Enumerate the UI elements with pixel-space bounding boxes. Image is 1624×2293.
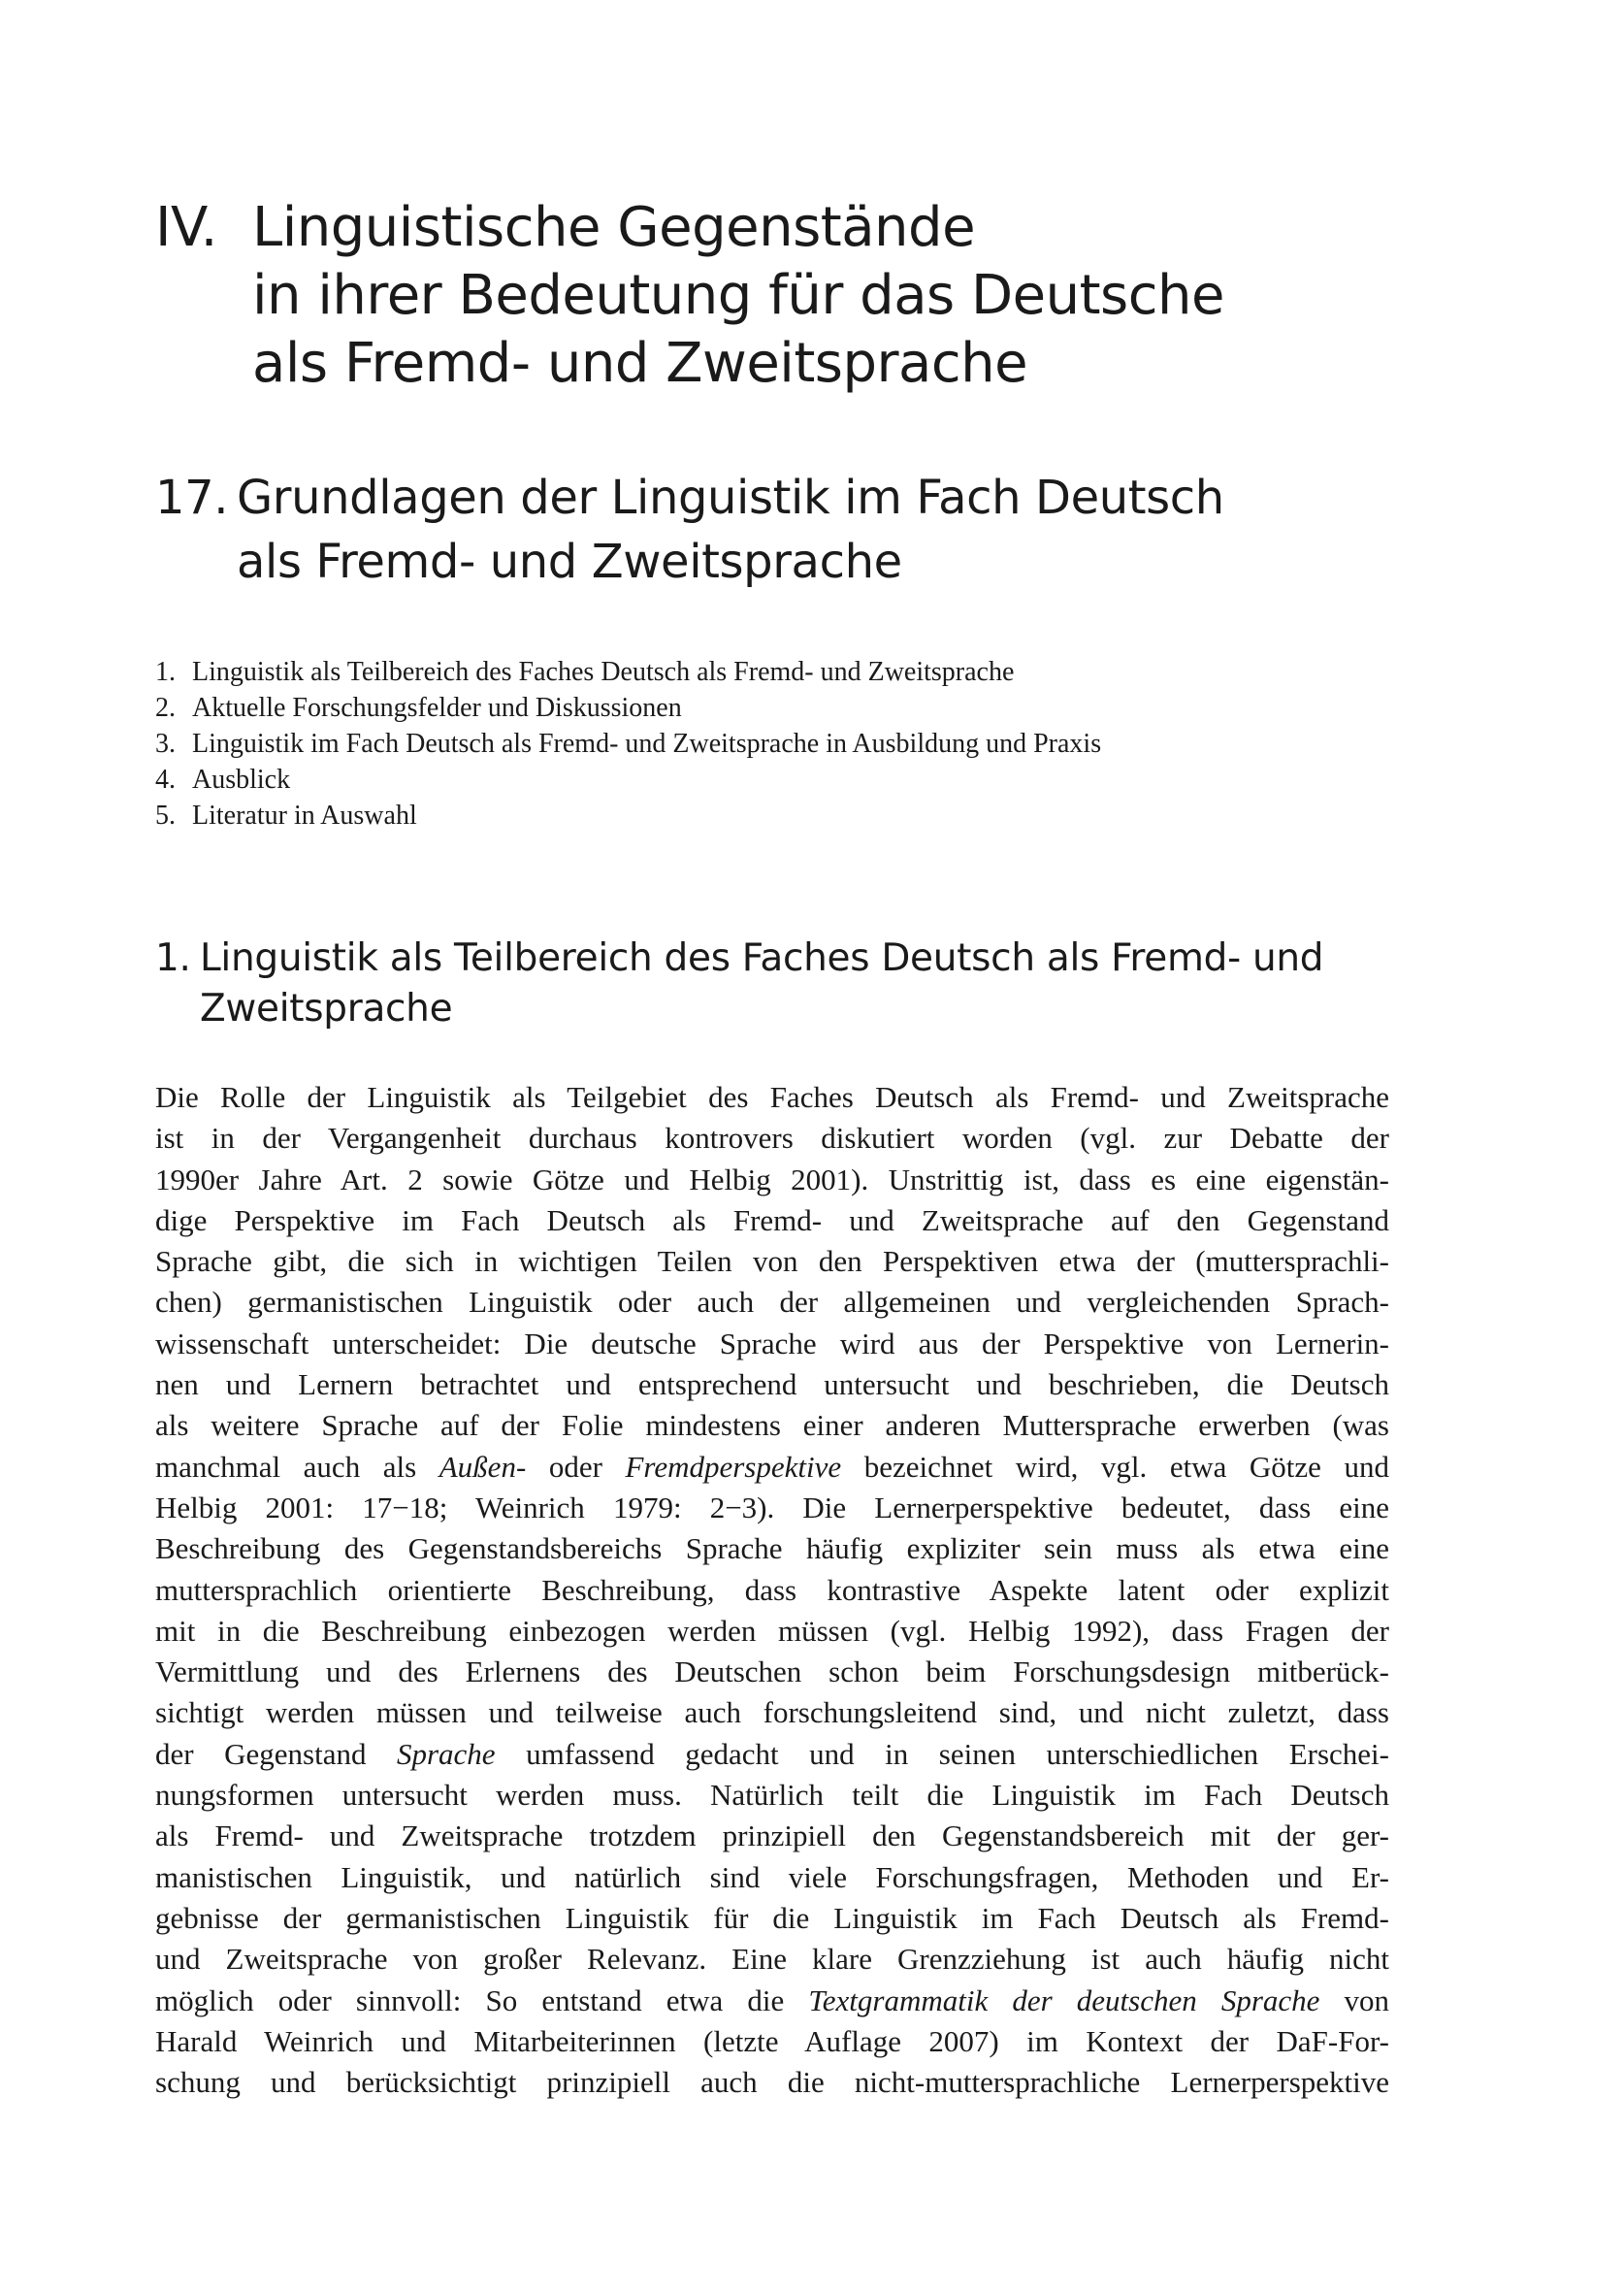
text-line: Beschreibung des Gegenstandsbereichs Sprache häufig expliziter sein muss als etwa eine <box>155 1531 1389 1566</box>
text-line: sichtigt werden müssen und teilweise auch forschungsleitend sind, und nicht zuletzt, dass <box>155 1695 1389 1730</box>
text-line: als Fremd- und Zweitsprache trotzdem prinzipiell den Gegenstandsbereich mit der ger- <box>155 1818 1389 1853</box>
part-heading <box>155 194 1319 398</box>
text-line: mit in die Beschreibung einbezogen werden müssen (vgl. Helbig 1992), dass Fragen der <box>155 1613 1389 1648</box>
toc-label: Literatur in Auswahl <box>192 801 417 831</box>
text-line: ist in der Vergangenheit durchaus kontrovers diskutiert worden (vgl. zur Debatte der <box>155 1121 1389 1156</box>
text-line: und Zweitsprache von großer Relevanz. Eine klare Grenzziehung ist auch häufig nicht <box>155 1942 1389 1977</box>
section-number: 1. <box>155 936 191 980</box>
section-title <box>200 934 1323 1034</box>
toc-item <box>155 798 1319 834</box>
text-line: manistischen Linguistik, und natürlich sind viele Forschungsfragen, Methoden und Er- <box>155 1859 1389 1894</box>
toc-label: Linguistik als Teilbereich des Faches Deutsch als Fremd- und Zweitsprache <box>192 657 1015 687</box>
part-title-line: Linguistische Gegenstände <box>252 196 976 259</box>
toc-number: 4. <box>155 765 176 795</box>
text-line <box>155 1981 1389 2021</box>
toc-number: 2. <box>155 693 176 723</box>
toc-number: 3. <box>155 729 176 759</box>
text-line: 1990er Jahre Art. 2 sowie Götze und Helbig 2001). Unstrittig ist, dass es eine eigenstän- <box>155 1162 1389 1196</box>
toc-label: Ausblick <box>192 765 291 795</box>
chapter-number: 17. <box>155 471 229 525</box>
table-of-contents <box>155 654 1319 834</box>
chapter-title-line: Grundlagen der Linguistik im Fach Deutsch <box>237 471 1224 525</box>
text-line: chen) germanistischen Linguistik oder auch der allgemeinen und vergleichenden Sprach- <box>155 1285 1389 1320</box>
text-line: nen und Lernern betrachtet und entsprechend untersucht und beschrieben, die Deutsch <box>155 1367 1389 1402</box>
toc-number: 5. <box>155 801 176 831</box>
text-line: Die Rolle der Linguistik als Teilgebiet des Faches Deutsch als Fremd- und Zweitsprache <box>155 1080 1389 1114</box>
text-line: Helbig 2001: 17−18; Weinrich 1979: 2−3). Die Lernerperspektive bedeutet, dass eine <box>155 1490 1389 1524</box>
chapter-title <box>237 466 1224 594</box>
chapter-title-line: als Fremd- und Zweitsprache <box>237 535 902 589</box>
text-line <box>155 1447 1389 1488</box>
section-title-line: Linguistik als Teilbereich des Faches Deutsch als Fremd- und <box>200 936 1324 980</box>
part-title <box>252 194 1224 398</box>
italic-term: Fremdperspektive <box>625 1449 842 1484</box>
section-title-line: Zweitsprache <box>200 987 453 1031</box>
text-line: Harald Weinrich und Mitarbeiterinnen (letzte Auflage 2007) im Kontext der DaF-For- <box>155 2023 1389 2058</box>
text-line: Sprache gibt, die sich in wichtigen Teilen von den Perspektiven etwa der (muttersprachli- <box>155 1244 1389 1279</box>
text-line <box>155 1734 1389 1775</box>
chapter-heading <box>155 466 1319 594</box>
text-line: als weitere Sprache auf der Folie mindestens einer anderen Muttersprache erwerben (was <box>155 1408 1389 1443</box>
text-run: von <box>1319 1982 1389 2017</box>
italic-title: Textgrammatik der deutschen Sprache <box>808 1982 1320 2017</box>
text-run: manchmal auch als <box>155 1449 439 1484</box>
text-line: schung und berücksichtigt prinzipiell auch die nicht-muttersprachliche Lernerperspektive <box>155 2065 1389 2100</box>
text-line: gebnisse der germanistischen Linguistik für die Linguistik im Fach Deutsch als Fremd- <box>155 1900 1389 1935</box>
text-line: Vermittlung und des Erlernens des Deutschen schon beim Forschungsdesign mitberück- <box>155 1654 1389 1689</box>
text-line: wissenschaft unterscheidet: Die deutsche Sprache wird aus der Perspektive von Lernerin- <box>155 1326 1389 1360</box>
text-run: der Gegenstand <box>155 1736 397 1771</box>
text-line: muttersprachlich orientierte Beschreibung, dass kontrastive Aspekte latent oder explizit <box>155 1572 1389 1607</box>
italic-term: Außen <box>438 1449 516 1484</box>
toc-item <box>155 762 1319 798</box>
text-run: bezeichnet wird, vgl. etwa Götze und <box>841 1449 1389 1484</box>
toc-label: Linguistik im Fach Deutsch als Fremd- und Zweitsprache in Ausbildung und Praxis <box>192 729 1102 759</box>
text-run: möglich oder sinnvoll: So entstand etwa die <box>155 1982 809 2017</box>
toc-label: Aktuelle Forschungsfelder und Diskussionen <box>192 693 682 723</box>
toc-item <box>155 726 1319 762</box>
toc-item <box>155 690 1319 726</box>
italic-term: Sprache <box>396 1736 496 1771</box>
text-run: umfassend gedacht und in seinen unterschiedlichen Erschei- <box>495 1736 1389 1771</box>
section-heading <box>155 934 1416 1034</box>
text-line: nungsformen untersucht werden muss. Natürlich teilt die Linguistik im Fach Deutsch <box>155 1778 1389 1813</box>
toc-item <box>155 654 1319 690</box>
toc-number: 1. <box>155 657 176 687</box>
text-line: dige Perspektive im Fach Deutsch als Fremd- und Zweitsprache auf den Gegenstand <box>155 1202 1389 1237</box>
part-number: IV. <box>155 196 217 259</box>
body-paragraph <box>155 1077 1389 2103</box>
text-run: - oder <box>515 1449 626 1484</box>
part-title-line: in ihrer Bedeutung für das Deutsche <box>252 264 1224 327</box>
part-title-line: als Fremd- und Zweitsprache <box>252 332 1028 395</box>
